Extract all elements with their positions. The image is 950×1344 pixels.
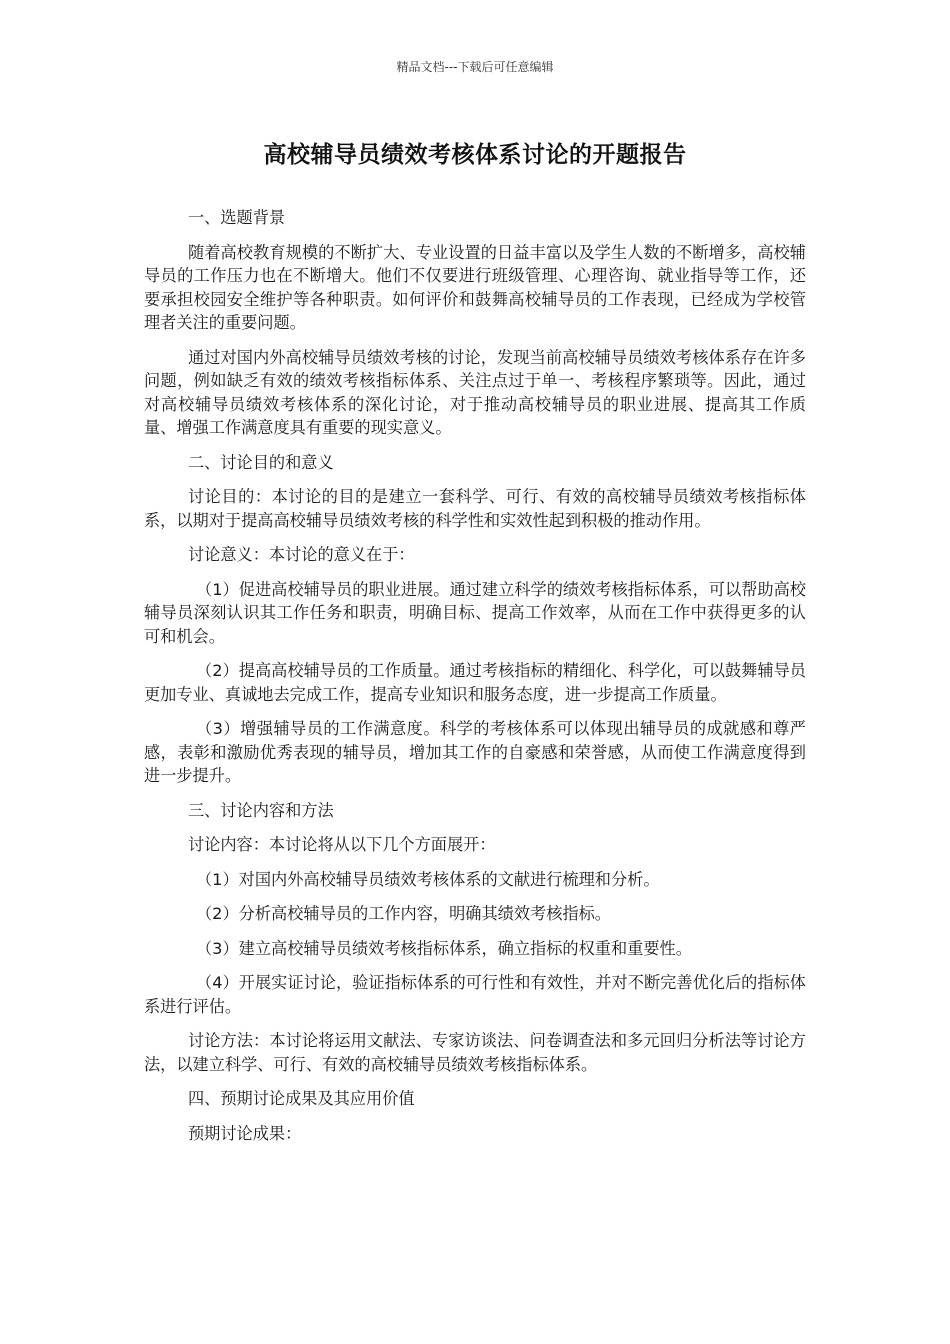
- body-paragraph: 讨论内容：本讨论将从以下几个方面展开：: [188, 835, 496, 854]
- document-body: [144, 206, 806, 1156]
- section-heading-content-method: 三、讨论内容和方法: [188, 800, 334, 820]
- list-item: （3）增强辅导员的工作满意度。科学的考核体系可以体现出辅导员的成就感和尊严感，表彰和激励优秀表现的辅导员，增加其工作的自豪感和荣誉感，从而使工作满意度得到进一步提升。: [144, 719, 806, 785]
- body-paragraph: 预期讨论成果：: [188, 1123, 302, 1143]
- body-paragraph: 通过对国内外高校辅导员绩效考核的讨论，发现当前高校辅导员绩效考核体系存在许多问题，例如缺乏有效的绩效考核指标体系、关注点过于单一、考核程序繁琐等。因此，通过对高校辅导员绩效考核体系的深化讨论，对于推动高校辅导员的职业进展、提高其工作质量、增强工作满意度具有重要的现实意义。: [144, 347, 806, 437]
- document-title: 高校辅导员绩效考核体系讨论的开题报告: [263, 142, 687, 168]
- list-item: （4）开展实证讨论，验证指标体系的可行性和有效性，并对不断完善优化后的指标体系进行评估。: [144, 973, 806, 1016]
- body-paragraph: 讨论意义：本讨论的意义在于：: [188, 545, 415, 564]
- page-header-note: 精品文档---下载后可任意编辑: [396, 60, 554, 74]
- body-paragraph: 讨论方法：本讨论将运用文献法、专家访谈法、问卷调查法和多元回归分析法等讨论方法，以建立科学、可行、有效的高校辅导员绩效考核指标体系。: [144, 1031, 806, 1074]
- section-heading-purpose: 二、讨论目的和意义: [188, 452, 334, 472]
- list-item: （1）促进高校辅导员的职业进展。通过建立科学的绩效考核指标体系，可以帮助高校辅导员深刻认识其工作任务和职责，明确目标、提高工作效率，从而在工作中获得更多的认可和机会。: [144, 579, 806, 646]
- list-item: （1）对国内外高校辅导员绩效考核体系的文献进行梳理和分析。: [196, 869, 660, 889]
- list-item: （3）建立高校辅导员绩效考核指标体系，确立指标的权重和重要性。: [196, 938, 692, 958]
- body-paragraph: 讨论目的：本讨论的目的是建立一套科学、可行、有效的高校辅导员绩效考核指标体系，以期对于提高高校辅导员绩效考核的科学性和实效性起到积极的推动作用。: [144, 487, 806, 530]
- list-item: （2）提高高校辅导员的工作质量。通过考核指标的精细化、科学化，可以鼓舞辅导员更加专业、真诚地去完成工作，提高专业知识和服务态度，进一步提高工作质量。: [144, 661, 806, 704]
- list-item: （2）分析高校辅导员的工作内容，明确其绩效考核指标。: [196, 904, 611, 923]
- section-heading-background: 一、选题背景: [188, 208, 286, 227]
- section-heading-outcomes: 四、预期讨论成果及其应用价值: [188, 1089, 415, 1108]
- body-paragraph: 随着高校教育规模的不断扩大、专业设置的日益丰富以及学生人数的不断增多，高校辅导员的工作压力也在不断增大。他们不仅要进行班级管理、心理咨询、就业指导等工作，还要承担校园安全维护等各种职责。如何评价和鼓舞高校辅导员的工作表现，已经成为学校管理者关注的重要问题。: [144, 242, 806, 332]
